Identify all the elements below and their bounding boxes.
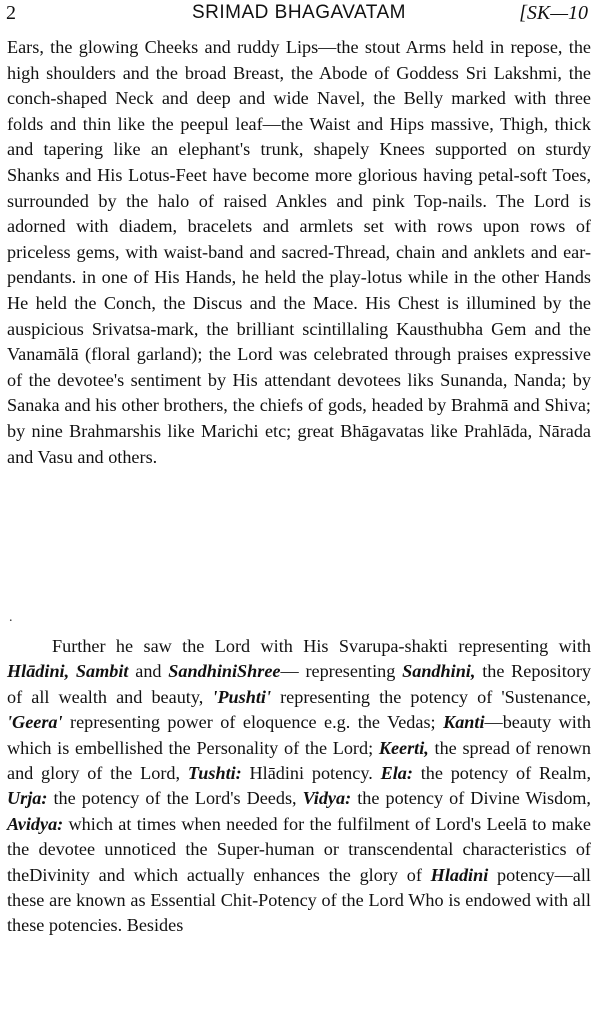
running-header	[6, 0, 592, 30]
emphasis-term: 'Pushti'	[212, 686, 272, 707]
emphasis-term: Hladini	[430, 864, 489, 885]
emphasis-term: Tushti:	[187, 763, 242, 784]
emphasis-term: Sandhini,	[402, 661, 476, 682]
text-run	[69, 661, 76, 681]
emphasis-term: Kanti	[443, 712, 485, 733]
text-run: potency—all these are known as Essential Chit-Potency of the Lord Who is endowed with all these potencies. Besides	[7, 864, 591, 936]
text-run: representing the potency of 'Sustenance,	[271, 686, 591, 707]
emphasis-term: SandhiniShree	[168, 661, 281, 682]
emphasis-term: Ela:	[380, 763, 413, 784]
emphasis-term: Hlādini,	[7, 661, 70, 682]
running-title: SRIMAD BHAGAVATAM	[191, 2, 406, 23]
paragraph-2	[7, 634, 591, 939]
text-run: —beauty with which is embellished the Personality of the Lord;	[7, 712, 591, 758]
text-run: the Repository of all wealth and beauty,	[7, 661, 591, 707]
emphasis-term: Keerti,	[378, 737, 429, 758]
paragraph-1: Ears, the glowing Cheeks and ruddy Lips—the stout Arms held in repose, the high shoulders and the broad Breast, the Abode of Goddess Sri Lakshmi, the conch-shaped Neck and deep and wide Navel, the Belly marked with three folds and thin like the peepul leaf—the Waist and Hips massive, Thigh, thick and tapering like an elephant's trunk, shapely Knees supported on sturdy Shanks and His Lotus-Feet have become more glorious having petal-soft Toes, surrounded by the halo of raised Ankles and pink Top-nails. The Lord is adorned with diadem, bracelets and armlets set with rows upon rows of priceless gems, with waist-band and sacred-Thread, chain and anklets and ear-pendants. in one of His Hands, he held the play-lotus while in the other Hands He held the Conch, the Discus and the Mace. His Chest is illumined by the auspicious Srivatsa-mark, the brilliant scintillaling Kausthubha Gem and the Vanamālā (floral garland); the Lord was celebrated through praises expressive of the devotee's sentiment by His attendant devotees liks Sunanda, Nanda; by Sanaka and his other brothers, the chiefs of gods, headed by Brahmā and Shiva; by nine Brahmarshis like Marichi etc; great Bhāgavatas like Prahlāda, Nārada and Vasu and others.	[7, 37, 591, 467]
text-run: the potency of Realm,	[412, 763, 592, 784]
text-run: Further he saw the Lord with His Svarupa-shakti representing with	[52, 636, 591, 656]
emphasis-term: Sambit	[75, 661, 129, 682]
text-run: representing power of eloquence e.g. the Vedas;	[62, 712, 444, 733]
text-run: — representing	[280, 661, 403, 682]
section-reference: [SK—10	[519, 2, 588, 24]
emphasis-term: Avidya:	[7, 813, 64, 834]
emphasis-term: 'Geera'	[7, 712, 63, 733]
emphasis-term: Vidya:	[302, 788, 352, 809]
text-run: the spread of renown and glory of the Lord,	[7, 737, 591, 784]
text-run: and	[128, 661, 169, 682]
stray-mark: .	[9, 610, 13, 625]
text-run: the potency of Divine Wisdom,	[351, 788, 591, 809]
text-run: the potency of the Lord's Deeds,	[47, 788, 303, 809]
text-run: Hlādini potency.	[241, 763, 381, 784]
text-run: which at times when needed for the fulfilment of Lord's Leelā to make the devotee unnoticed the Super-human or transcendental characteristics of theDivinity and which actually enhances the glory of	[7, 813, 591, 885]
emphasis-term: Urja:	[7, 788, 48, 809]
page-number: 2	[6, 2, 16, 24]
